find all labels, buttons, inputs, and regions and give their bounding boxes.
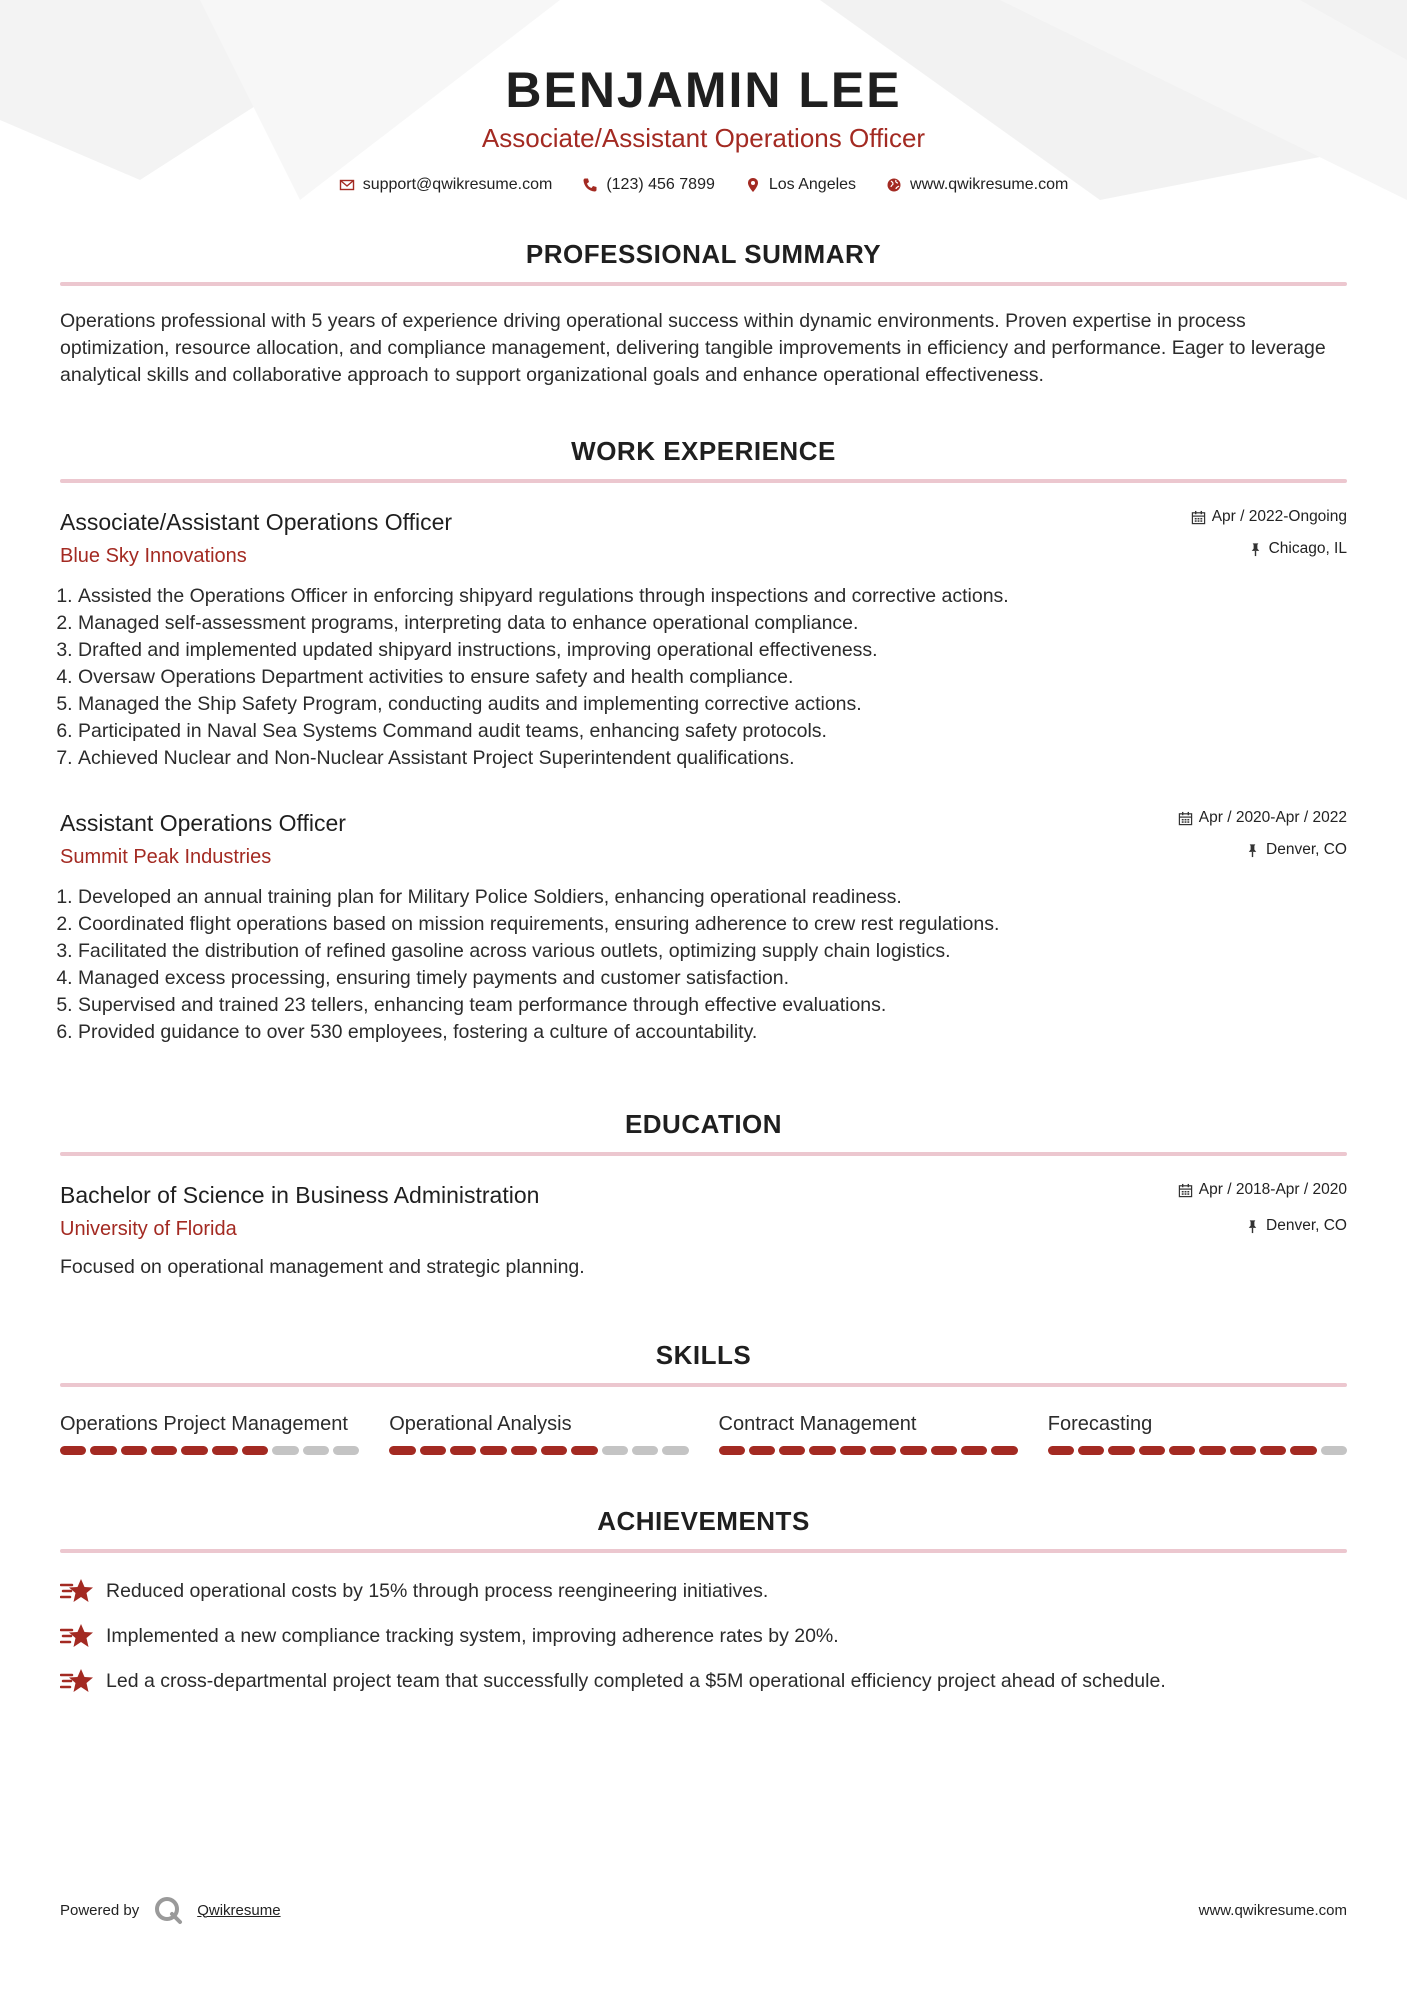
- education-location: Denver, CO: [1266, 1217, 1347, 1234]
- skill-level-segment-empty: [602, 1446, 628, 1455]
- skill-level-segment-filled: [809, 1446, 835, 1455]
- pushpin-icon: [1248, 542, 1263, 557]
- skill-level-segment-filled: [1139, 1446, 1165, 1455]
- job-entry: [60, 507, 1347, 772]
- contact-info: [60, 176, 1347, 194]
- education-section: [60, 1108, 1347, 1281]
- degree-name: Bachelor of Science in Business Administration: [60, 1182, 540, 1208]
- job-entry: [60, 808, 1347, 1046]
- education-entry: [60, 1180, 1347, 1281]
- skill-level-segment-filled: [1108, 1446, 1134, 1455]
- skill-level-segment-filled: [1290, 1446, 1316, 1455]
- section-divider: [60, 479, 1347, 483]
- pushpin-icon: [1245, 843, 1260, 858]
- pushpin-icon: [1245, 1219, 1260, 1234]
- section-divider: [60, 1549, 1347, 1553]
- duty-item: 6. Provided guidance to over 530 employees, fostering a culture of accountability.: [78, 1019, 1347, 1046]
- qwikresume-logo-icon: [153, 1895, 183, 1925]
- education-description: Focused on operational management and strategic planning.: [60, 1256, 585, 1278]
- skill-name: Operational Analysis: [389, 1413, 572, 1435]
- brand-link[interactable]: Qwikresume: [197, 1901, 281, 1919]
- achievement-list: [60, 1577, 1347, 1695]
- achievement-item: [60, 1667, 1347, 1695]
- skill-item: [1048, 1411, 1347, 1455]
- skill-level-bar: [719, 1446, 1018, 1455]
- achievement-item: [60, 1577, 1347, 1605]
- duty-item: 3. Facilitated the distribution of refined gasoline across various outlets, optimizing supply chain logistics.: [78, 938, 1347, 965]
- skill-level-segment-filled: [931, 1446, 957, 1455]
- achievement-text: Reduced operational costs by 15% through process reengineering initiatives.: [106, 1579, 769, 1602]
- skill-level-segment-filled: [749, 1446, 775, 1455]
- skill-level-segment-empty: [303, 1446, 329, 1455]
- summary-section: [60, 238, 1347, 389]
- skill-level-segment-filled: [480, 1446, 506, 1455]
- duty-list: [60, 583, 1347, 772]
- contact-phone[interactable]: [582, 176, 715, 194]
- skill-level-segment-filled: [1230, 1446, 1256, 1455]
- globe-icon: [886, 177, 902, 193]
- skill-level-segment-filled: [870, 1446, 896, 1455]
- resume-header: [60, 0, 1347, 194]
- skill-level-segment-empty: [662, 1446, 688, 1455]
- skill-level-segment-filled: [961, 1446, 987, 1455]
- skill-level-segment-filled: [571, 1446, 597, 1455]
- education-meta: [1178, 1180, 1347, 1236]
- page-footer: [60, 1895, 1347, 1925]
- job-dates: Apr / 2020-Apr / 2022: [1198, 809, 1347, 826]
- skill-level-segment-filled: [840, 1446, 866, 1455]
- skill-level-bar: [389, 1446, 688, 1455]
- skill-level-segment-filled: [1169, 1446, 1195, 1455]
- calendar-icon: [1178, 811, 1193, 826]
- shooting-star-icon: [60, 1622, 94, 1650]
- skill-level-segment-filled: [1078, 1446, 1104, 1455]
- skill-level-segment-filled: [90, 1446, 116, 1455]
- skill-level-segment-filled: [1048, 1446, 1074, 1455]
- skill-name: Contract Management: [718, 1413, 917, 1435]
- job-dates: Apr / 2022-Ongoing: [1211, 508, 1347, 525]
- achievement-text: Led a cross-departmental project team that successfully completed a $5M operational efficiency project ahead of schedule.: [106, 1669, 1166, 1692]
- duty-item: 4. Oversaw Operations Department activities to ensure safety and health compliance.: [78, 664, 1347, 691]
- skill-level-bar: [60, 1446, 359, 1455]
- skill-name: Forecasting: [1047, 1413, 1153, 1435]
- website-text: www.qwikresume.com: [910, 176, 1069, 193]
- job-company: Summit Peak Industries: [60, 846, 272, 868]
- job-role: Assistant Operations Officer: [60, 810, 346, 836]
- skill-level-segment-filled: [420, 1446, 446, 1455]
- shooting-star-icon: [60, 1577, 94, 1605]
- skills-section: [60, 1339, 1347, 1455]
- skill-level-segment-empty: [272, 1446, 298, 1455]
- phone-icon: [582, 177, 598, 193]
- powered-by-label: Powered by: [60, 1901, 140, 1919]
- skill-level-segment-filled: [151, 1446, 177, 1455]
- envelope-icon: [339, 177, 355, 193]
- section-title: WORK EXPERIENCE: [571, 436, 836, 466]
- map-pin-icon: [745, 177, 761, 193]
- duty-item: 3. Drafted and implemented updated shipyard instructions, improving operational effectiveness.: [78, 637, 1347, 664]
- duty-item: 5. Supervised and trained 23 tellers, enhancing team performance through effective evaluations.: [78, 992, 1347, 1019]
- skill-level-segment-filled: [541, 1446, 567, 1455]
- section-divider: [60, 1152, 1347, 1156]
- calendar-icon: [1178, 1183, 1193, 1198]
- achievement-text: Implemented a new compliance tracking system, improving adherence rates by 20%.: [106, 1624, 839, 1647]
- contact-email[interactable]: [339, 176, 553, 194]
- skill-level-segment-filled: [450, 1446, 476, 1455]
- education-dates: Apr / 2018-Apr / 2020: [1198, 1181, 1347, 1198]
- section-divider: [60, 282, 1347, 286]
- shooting-star-icon: [60, 1667, 94, 1695]
- skill-level-segment-filled: [719, 1446, 745, 1455]
- skill-level-segment-filled: [121, 1446, 147, 1455]
- location-text: Los Angeles: [768, 176, 857, 193]
- section-title: SKILLS: [655, 1340, 752, 1370]
- summary-text: Operations professional with 5 years of experience driving operational success within dynamic environments. Proven expertise in process optimization, resource allocation, and compliance management, delivering tangible improvements in efficiency and performance. Eager to leverage analytical skills and collaborative approach to support organizational goals and enhance operational effectiveness.: [60, 310, 1326, 386]
- skill-level-segment-filled: [242, 1446, 268, 1455]
- job-company: Blue Sky Innovations: [60, 545, 247, 567]
- contact-website[interactable]: [886, 176, 1068, 194]
- skill-level-segment-filled: [212, 1446, 238, 1455]
- skill-level-bar: [1048, 1446, 1347, 1455]
- section-title: ACHIEVEMENTS: [597, 1506, 810, 1536]
- duty-item: 4. Managed excess processing, ensuring timely payments and customer satisfaction.: [78, 965, 1347, 992]
- candidate-title: Associate/Assistant Operations Officer: [481, 123, 926, 153]
- skill-level-segment-filled: [181, 1446, 207, 1455]
- section-title: EDUCATION: [624, 1109, 783, 1139]
- skill-level-segment-empty: [333, 1446, 359, 1455]
- skill-item: [60, 1411, 359, 1455]
- phone-text: (123) 456 7899: [606, 176, 715, 193]
- skill-item: [389, 1411, 688, 1455]
- school-name: University of Florida: [60, 1218, 237, 1240]
- skill-level-segment-filled: [389, 1446, 415, 1455]
- job-location: Chicago, IL: [1268, 540, 1347, 557]
- skill-item: [719, 1411, 1018, 1455]
- powered-by: [60, 1895, 281, 1925]
- duty-item: 1. Developed an annual training plan for Military Police Soldiers, enhancing operational readiness.: [78, 884, 1347, 911]
- section-title: PROFESSIONAL SUMMARY: [525, 239, 882, 269]
- duty-item: 7. Achieved Nuclear and Non-Nuclear Assistant Project Superintendent qualifications.: [78, 745, 1347, 772]
- duty-item: 6. Participated in Naval Sea Systems Command audit teams, enhancing safety protocols.: [78, 718, 1347, 745]
- skill-level-segment-filled: [60, 1446, 86, 1455]
- job-meta: [1178, 808, 1347, 860]
- email-text: support@qwikresume.com: [362, 176, 553, 193]
- skill-level-segment-filled: [900, 1446, 926, 1455]
- contact-location: [745, 176, 856, 194]
- skill-level-segment-empty: [632, 1446, 658, 1455]
- skill-level-segment-filled: [779, 1446, 805, 1455]
- calendar-icon: [1191, 510, 1206, 525]
- skill-level-segment-filled: [511, 1446, 537, 1455]
- job-role: Associate/Assistant Operations Officer: [60, 509, 453, 535]
- skills-grid: [60, 1411, 1347, 1455]
- duty-list: [60, 884, 1347, 1046]
- duty-item: 1. Assisted the Operations Officer in enforcing shipyard regulations through inspections and corrective actions.: [78, 583, 1347, 610]
- duty-item: 2. Managed self-assessment programs, interpreting data to enhance operational compliance.: [78, 610, 1347, 637]
- experience-section: [60, 435, 1347, 1046]
- candidate-name: BENJAMIN LEE: [505, 62, 902, 118]
- footer-website-link[interactable]: www.qwikresume.com: [1198, 1901, 1347, 1919]
- duty-item: 2. Coordinated flight operations based on mission requirements, ensuring adherence to crew rest regulations.: [78, 911, 1347, 938]
- achievements-section: [60, 1505, 1347, 1695]
- skill-level-segment-filled: [1199, 1446, 1225, 1455]
- skill-level-segment-filled: [991, 1446, 1017, 1455]
- skill-level-segment-empty: [1321, 1446, 1347, 1455]
- skill-name: Operations Project Management: [60, 1413, 348, 1435]
- job-location: Denver, CO: [1266, 841, 1347, 858]
- section-divider: [60, 1383, 1347, 1387]
- skill-level-segment-filled: [1260, 1446, 1286, 1455]
- duty-item: 5. Managed the Ship Safety Program, conducting audits and implementing corrective actions.: [78, 691, 1347, 718]
- job-meta: [1191, 507, 1347, 559]
- achievement-item: [60, 1622, 1347, 1650]
